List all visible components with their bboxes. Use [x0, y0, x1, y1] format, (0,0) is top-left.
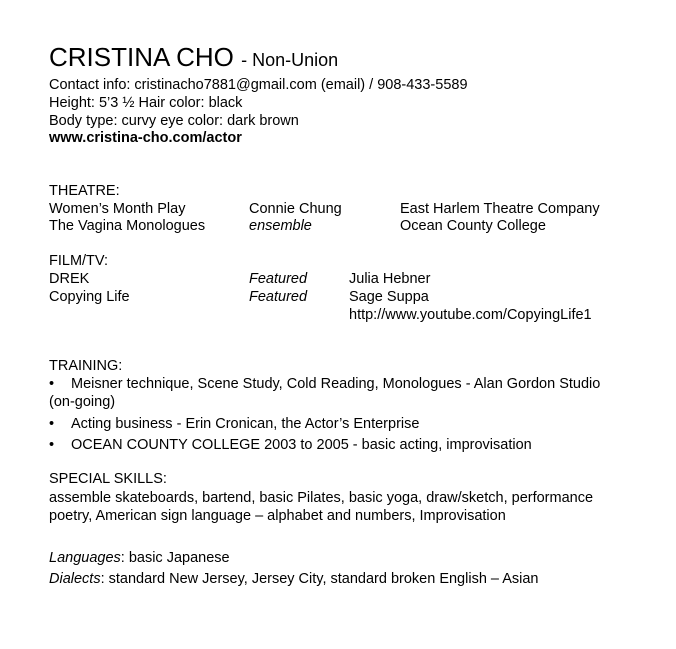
dialects-label: Dialects: [49, 571, 101, 587]
actor-name-line: [49, 42, 338, 75]
theatre-company: East Harlem Theatre Company: [400, 201, 600, 217]
body-eyes: Body type: curvy eye color: dark brown: [49, 113, 299, 129]
film-director: Julia Hebner: [349, 271, 431, 287]
film-row: [49, 289, 659, 306]
height-hair: Height: 5’3 ½ Hair color: black: [49, 95, 243, 111]
bullet-icon: •: [49, 376, 55, 392]
training-item-continuation: (on-going): [49, 394, 116, 410]
film-row: [49, 271, 659, 288]
training-heading: TRAINING:: [49, 358, 123, 374]
theatre-role: Connie Chung: [249, 201, 342, 217]
theatre-row: [49, 201, 659, 218]
bullet-icon: •: [49, 416, 55, 432]
theatre-title: Women’s Month Play: [49, 201, 186, 217]
training-item-text: Acting business - Erin Cronican, the Actor’s Enterprise: [71, 416, 420, 432]
theatre-role: ensemble: [249, 218, 312, 234]
theatre-row: [49, 218, 659, 235]
theatre-company: Ocean County College: [400, 218, 546, 234]
languages-line: [49, 550, 230, 567]
training-item-text: Meisner technique, Scene Study, Cold Reading, Monologues - Alan Gordon Studio: [71, 376, 601, 392]
dialects-line: [49, 571, 538, 588]
film-link-row: [49, 307, 659, 324]
film-director: Sage Suppa: [349, 289, 429, 305]
film-role: Featured: [249, 289, 308, 305]
training-item-text: OCEAN COUNTY COLLEGE 2003 to 2005 - basic acting, improvisation: [71, 437, 532, 453]
film-title: DREK: [49, 271, 90, 287]
skills-text: assemble skateboards, bartend, basic Pilates, basic yoga, draw/sketch, performance poetry, American sign language – alphabet and numbers, Improvisation: [49, 490, 594, 524]
contact-info: Contact info: cristinacho7881@gmail.com (email) / 908-433-5589: [49, 77, 468, 93]
languages-value: : basic Japanese: [120, 550, 230, 566]
union-status: - Non-Union: [241, 50, 339, 70]
bullet-icon: •: [49, 437, 55, 453]
dialects-value: : standard New Jersey, Jersey City, standard broken English – Asian: [100, 571, 539, 587]
film-heading: FILM/TV:: [49, 253, 109, 269]
languages-label: Languages: [49, 550, 121, 566]
film-role: Featured: [249, 271, 308, 287]
film-youtube-link[interactable]: http://www.youtube.com/CopyingLife1: [349, 307, 592, 323]
training-item: [49, 437, 659, 454]
film-title: Copying Life: [49, 289, 130, 305]
training-item: [49, 416, 659, 433]
skills-heading: SPECIAL SKILLS:: [49, 471, 167, 487]
theatre-heading: THEATRE:: [49, 183, 120, 199]
actor-name: CRISTINA CHO: [49, 42, 234, 72]
theatre-title: The Vagina Monologues: [49, 218, 206, 234]
website-link[interactable]: www.cristina-cho.com/actor: [49, 130, 242, 146]
training-item: [49, 376, 659, 393]
